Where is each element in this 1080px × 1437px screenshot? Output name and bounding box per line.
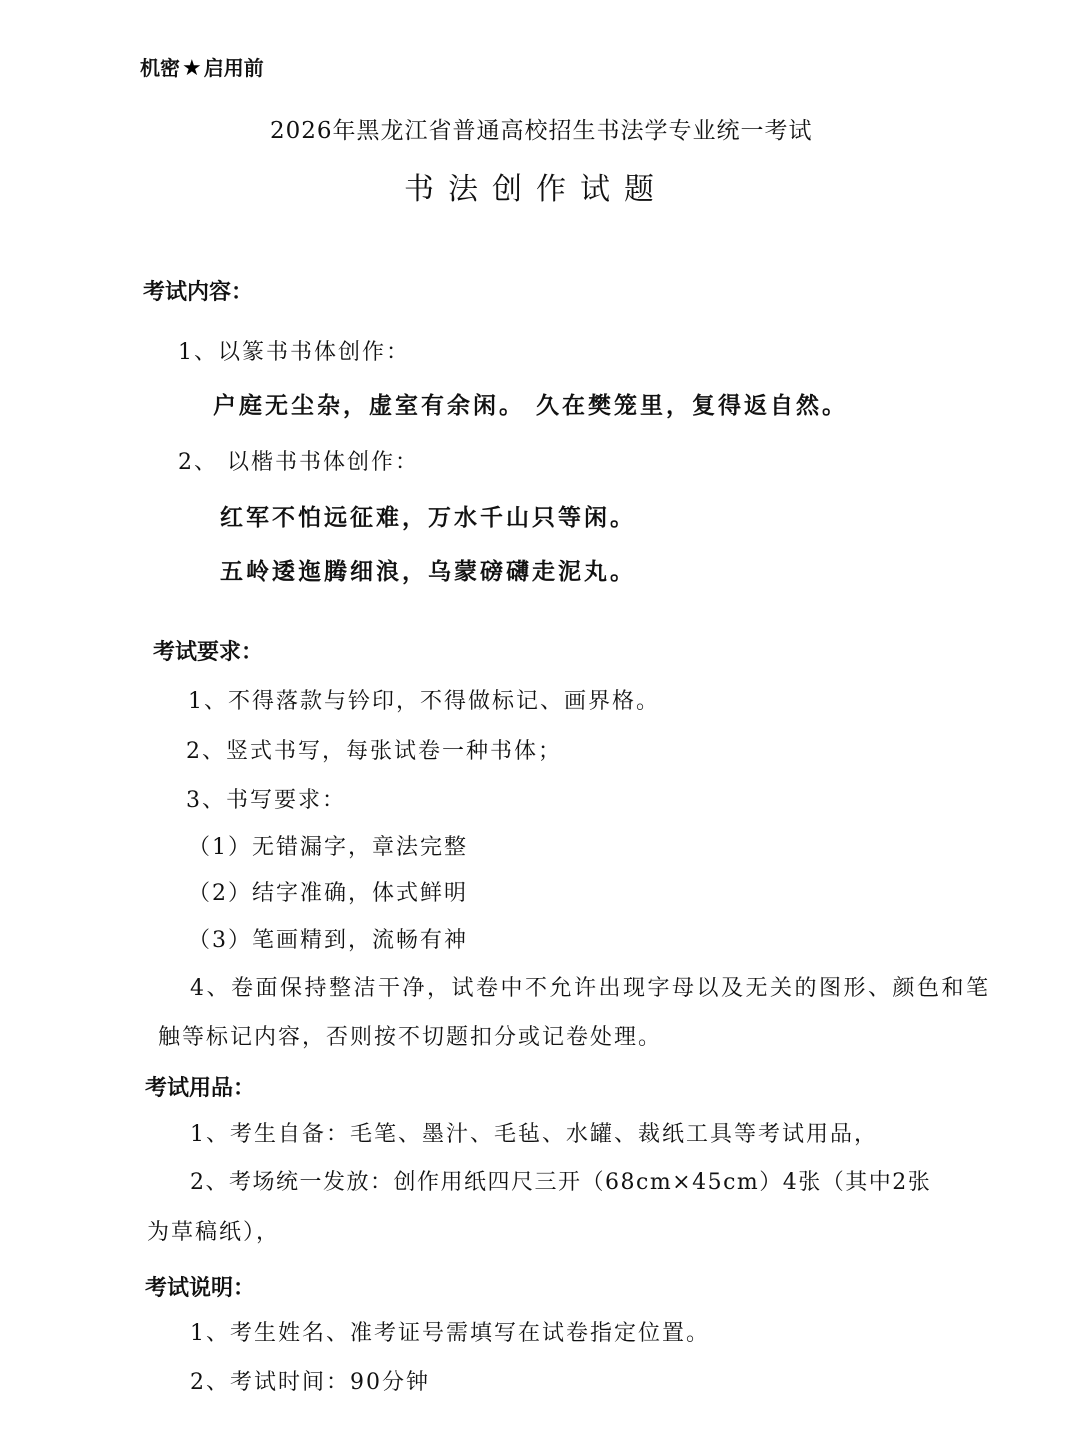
content-item2-poem-line1: 红军不怕远征难，万水千山只等闲。 (220, 505, 636, 531)
content-item1-label: 1、以篆书书体创作： (178, 340, 410, 365)
requirement-3b: （2）结字准确，体式鲜明 (188, 881, 468, 906)
supply-2-line1: 2、考场统一发放：创作用纸四尺三开（68cm×45cm）4张（其中2张 (190, 1170, 932, 1195)
requirement-3a: （1）无错漏字，章法完整 (188, 835, 468, 860)
star-icon: ★ (182, 56, 202, 81)
note-2: 2、考试时间：90分钟 (190, 1370, 430, 1395)
content-item2-label: 2、 以楷书书体创作： (178, 450, 419, 475)
supply-2-line2: 为草稿纸）， (147, 1220, 281, 1245)
requirement-2: 2、竖式书写，每张试卷一种书体； (186, 739, 562, 764)
note-1: 1、考生姓名、准考证号需填写在试卷指定位置。 (190, 1321, 710, 1346)
requirements-heading: 考试要求： (153, 640, 264, 665)
requirement-4-line2: 触等标记内容，否则按不切题扣分或记卷处理。 (158, 1025, 663, 1050)
requirement-4-line1: 4、卷面保持整洁干净，试卷中不允许出现字母以及无关的图形、颜色和笔 (190, 976, 991, 1001)
requirement-1: 1、不得落款与钤印，不得做标记、画界格。 (188, 689, 660, 714)
supplies-heading: 考试用品： (145, 1076, 256, 1101)
content-item1-poem: 户庭无尘杂，虚室有余闲。 久在樊笼里，复得返自然。 (213, 393, 849, 419)
notes-heading: 考试说明： (145, 1276, 256, 1301)
content-heading: 考试内容： (143, 280, 254, 305)
confidential-right: 启用前 (203, 56, 264, 80)
confidential-marker (140, 58, 264, 80)
exam-subtitle: 书法创作试题 (404, 172, 668, 207)
content-item2-poem-line2: 五岭逶迤腾细浪，乌蒙磅礴走泥丸。 (220, 559, 636, 585)
exam-title: 2026年黑龙江省普通高校招生书法学专业统一考试 (270, 118, 813, 144)
requirement-3c: （3）笔画精到，流畅有神 (188, 928, 468, 953)
confidential-left: 机密 (140, 56, 180, 80)
supply-1: 1、考生自备：毛笔、墨汁、毛毡、水罐、裁纸工具等考试用品， (190, 1122, 878, 1147)
requirement-3: 3、书写要求： (186, 788, 346, 813)
